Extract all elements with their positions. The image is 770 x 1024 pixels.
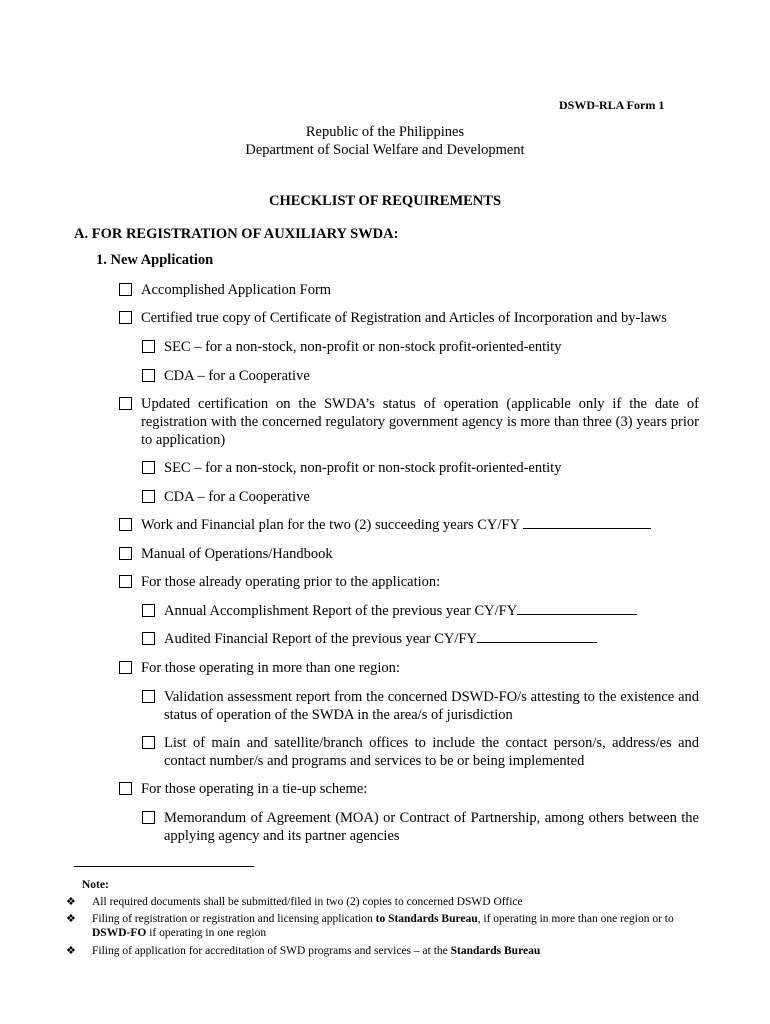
cy-fy-blank-field[interactable] [523,516,651,529]
checklist-subitem: Audited Financial Report of the previous year CY/FY [142,630,702,648]
checkbox-icon[interactable] [142,369,155,382]
checkbox-icon[interactable] [142,736,155,749]
checklist-item: Updated certification on the SWDA’s status of operation (applicable only if the date of registration with the concerned regulatory government agency is more than three (3) years prior to application) [119,395,699,449]
checklist-item: Accomplished Application Form [119,281,709,299]
checklist-item: Certified true copy of Certificate of Registration and Articles of Incorporation and by-laws [119,309,709,327]
checklist-subitem: Validation assessment report from the concerned DSWD-FO/s attesting to the existence and status of operation of the SWDA in the area/s of jurisdiction [142,688,699,724]
footnote-divider [74,866,254,867]
subsection-new-application: 1. New Application [96,252,214,268]
note-heading: Note: [82,879,109,891]
checkbox-icon[interactable] [119,283,132,296]
diamond-bullet-icon: ❖ [66,912,76,925]
checkbox-icon[interactable] [119,575,132,588]
cy-fy-blank-field[interactable] [477,630,597,643]
section-a-heading: A. FOR REGISTRATION OF AUXILIARY SWDA: [74,226,399,242]
checkbox-icon[interactable] [119,518,132,531]
checkbox-icon[interactable] [142,632,155,645]
checklist-item: For those operating in more than one region: [119,659,709,677]
page-title: CHECKLIST OF REQUIREMENTS [268,193,502,209]
checkbox-icon[interactable] [142,690,155,703]
checkbox-icon[interactable] [119,547,132,560]
checklist-subitem: CDA – for a Cooperative [142,488,702,506]
checklist-subitem: CDA – for a Cooperative [142,367,702,385]
checkbox-icon[interactable] [142,461,155,474]
diamond-bullet-icon: ❖ [66,895,76,908]
checkbox-icon[interactable] [142,490,155,503]
checklist-subitem: Memorandum of Agreement (MOA) or Contract of Partnership, among others between the applying agency and its partner agencies [142,809,699,845]
note-item: ❖ Filing of application for accreditation of SWD programs and services – at the Standards Bureau [66,944,541,957]
checkbox-icon[interactable] [119,661,132,674]
header-republic: Republic of the Philippines [305,124,465,140]
diamond-bullet-icon: ❖ [66,944,76,957]
checklist-item: Work and Financial plan for the two (2) succeeding years CY/FY [119,516,709,534]
checklist-item: For those already operating prior to the application: [119,573,709,591]
checkbox-icon[interactable] [142,604,155,617]
checklist-subitem: SEC – for a non-stock, non-profit or non-stock profit-oriented-entity [142,338,702,356]
checkbox-icon[interactable] [119,311,132,324]
checkbox-icon[interactable] [142,340,155,353]
checklist-subitem: List of main and satellite/branch offices to include the contact person/s, address/es and contact number/s and programs and services to be or being implemented [142,734,699,770]
note-item: ❖ Filing of registration or registration and licensing application to Standards Bureau, if operating in more than one region or to DSWD-FO if operating in one region [66,912,674,939]
checkbox-icon[interactable] [142,811,155,824]
form-number: DSWD-RLA Form 1 [559,98,665,112]
note-item: ❖ All required documents shall be submitted/filed in two (2) copies to concerned DSWD Office [66,895,523,908]
header-department: Department of Social Welfare and Development [245,142,525,158]
checklist-subitem: Annual Accomplishment Report of the previous year CY/FY [142,602,702,620]
checklist-item: For those operating in a tie-up scheme: [119,780,709,798]
checklist-item: Manual of Operations/Handbook [119,545,709,563]
checklist-subitem: SEC – for a non-stock, non-profit or non-stock profit-oriented-entity [142,459,702,477]
checkbox-icon[interactable] [119,397,132,410]
checkbox-icon[interactable] [119,782,132,795]
cy-fy-blank-field[interactable] [517,602,637,615]
